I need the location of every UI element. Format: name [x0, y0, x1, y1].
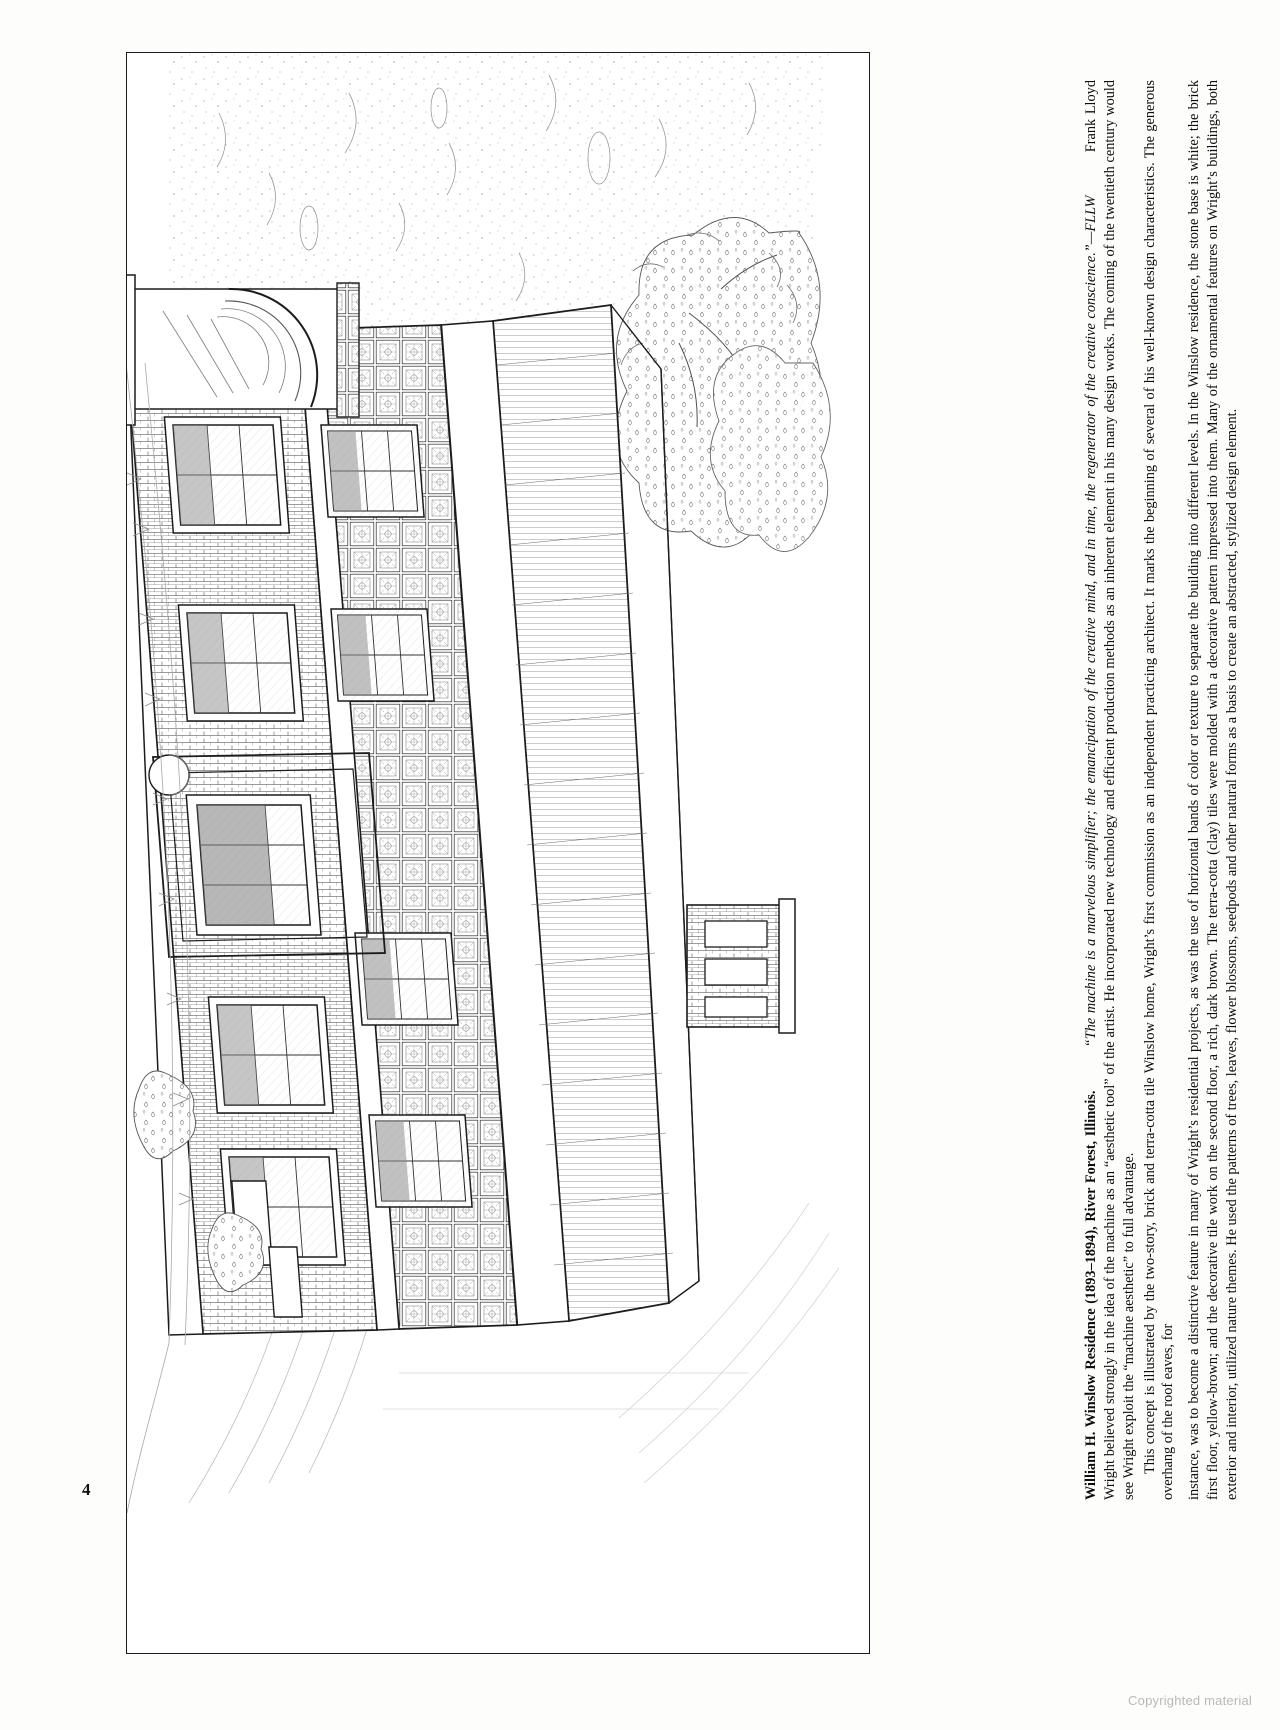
body-paragraph-1: Frank Lloyd Wright believed strongly in the idea of the machine as an “aesthetic tool” of the artist. He incorporated new technology and efficient production methods as an inherent element in his many design works. The coming of the twentieth century would see Wright exploit the “machine aesthetic” to full advantage.: [1083, 80, 1137, 1500]
pull-quote: “The machine is a marvelous simplifier; the emancipation of the creative mind, and in time, the regenerator of the creative conscience.”—FLLW: [1083, 195, 1099, 1048]
winslow-residence-drawing: [127, 53, 869, 1653]
text-column-right: [1185, 80, 1242, 1500]
copyright-notice: Copyrighted material: [1128, 1693, 1252, 1708]
caption-paragraph: [1082, 80, 1139, 1500]
text-column-left: [1082, 80, 1178, 1500]
page-number: 4: [82, 1480, 91, 1499]
caption-title: William H. Winslow Residence (1893–1894), River Forest, Illinois.: [1083, 1090, 1099, 1500]
body-paragraph-3: instance, was to become a distinctive feature in many of Wright’s residential projects, as was the use of horizontal bands of color or texture to separate the building into different levels. In the Winslow residence, the stone base is white; the brick first floor, yellow-brown; and the decorative tile work on the second floor, a rich, dark brown. The terra-cotta (clay) tiles were molded with a decorative pattern impressed into them. Many of the ornamental features on Wright’s buildings, both exterior and interior, utilized nature themes. He used the patterns of trees, leaves, flower blossoms, seedpods and other natural forms as a basis to create an abstracted, stylized design element.: [1186, 80, 1240, 1500]
body-paragraph-2: This concept is illustrated by the two-story, brick and terra-cotta tile Winslow home, Wright’s first commission as an independent practicing architect. It marks the beginning of several of his well-known design characteristics. The generous overhang of the roof eaves, for: [1141, 80, 1177, 1500]
illustration-plate: [126, 52, 870, 1654]
